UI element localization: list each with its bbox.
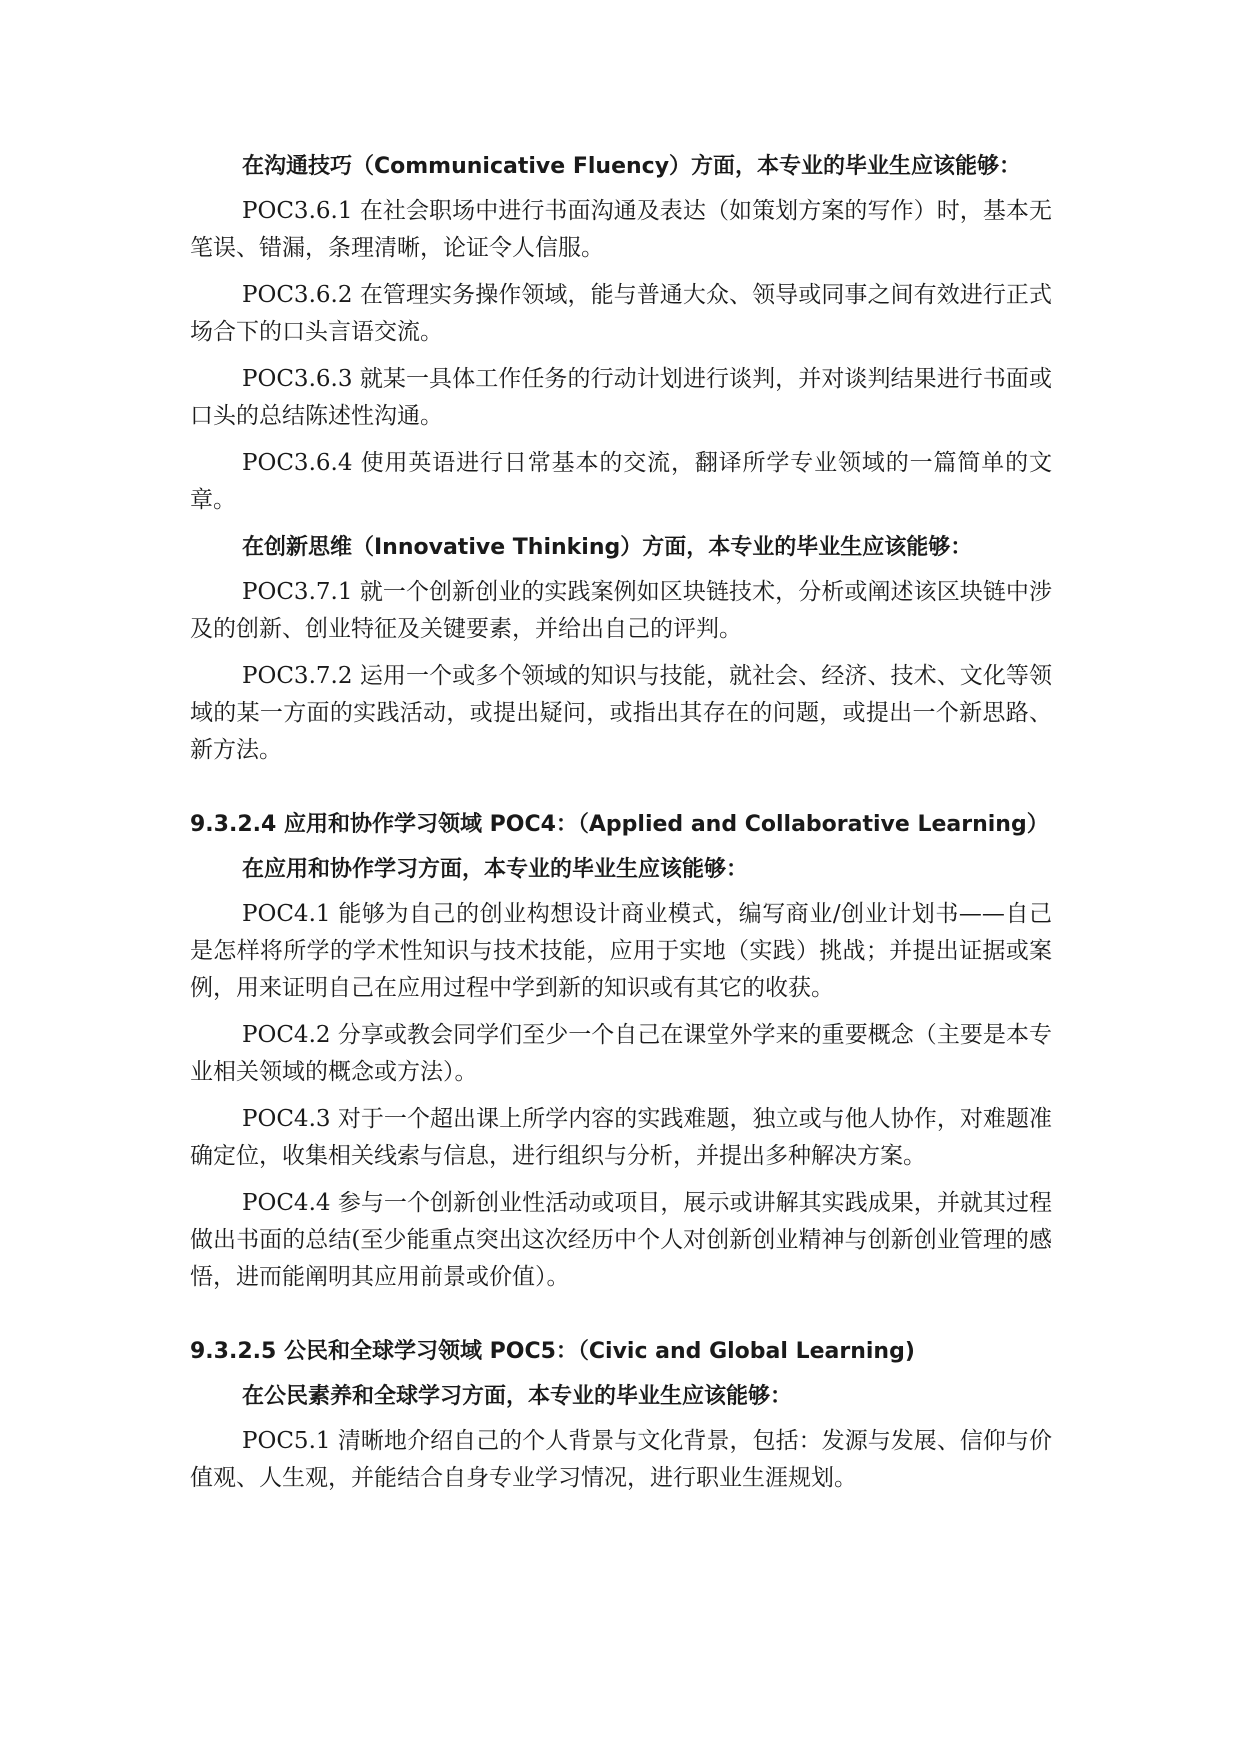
poc-3-6-2: POC3.6.2 在管理实务操作领域，能与普通大众、领导或同事之间有效进行正式场合下的口头言语交流。 (190, 282, 1052, 345)
civic-lead: 在公民素养和全球学习方面，本专业的毕业生应该能够： (242, 1384, 793, 1409)
section-heading-poc5: 9.3.2.5 公民和全球学习领域 POC5：（Civic and Global Learning) (190, 1339, 915, 1364)
poc-3-7-1: POC3.7.1 就一个创新创业的实践案例如区块链技术，分析或阐述该区块链中涉及的创新、创业特征及关键要素，并给出自己的评判。 (190, 579, 1052, 642)
poc-3-6-4: POC3.6.4 使用英语进行日常基本的交流，翻译所学专业领域的一篇简单的文章。 (190, 450, 1052, 513)
poc-3-7-2: POC3.7.2 运用一个或多个领域的知识与技能，就社会、经济、技术、文化等领域的某一方面的实践活动，或提出疑问，或指出其存在的问题，或提出一个新思路、新方法。 (190, 663, 1052, 763)
document-page (190, 148, 1052, 1507)
poc-4-4: POC4.4 参与一个创新创业性活动或项目，展示或讲解其实践成果，并就其过程做出书面的总结(至少能重点突出这次经历中个人对创新创业精神与创新创业管理的感悟，进而能阐明其应用前景或价值）。 (190, 1190, 1052, 1290)
poc-3-6-3: POC3.6.3 就某一具体工作任务的行动计划进行谈判，并对谈判结果进行书面或口头的总结陈述性沟通。 (190, 366, 1052, 429)
poc-4-2: POC4.2 分享或教会同学们至少一个自己在课堂外学来的重要概念（主要是本专业相关领域的概念或方法）。 (190, 1022, 1052, 1085)
poc-4-3: POC4.3 对于一个超出课上所学内容的实践难题，独立或与他人协作，对难题准确定位，收集相关线索与信息，进行组织与分析，并提出多种解决方案。 (190, 1106, 1052, 1169)
poc-4-1: POC4.1 能够为自己的创业构想设计商业模式，编写商业/创业计划书——自己是怎样将所学的学术性知识与技术技能，应用于实地（实践）挑战；并提出证据或案例，用来证明自己在应用过程中学到新的知识或有其它的收获。 (190, 901, 1052, 1001)
innovative-lead: 在创新思维（Innovative Thinking）方面，本专业的毕业生应该能够： (242, 535, 973, 560)
applied-lead: 在应用和协作学习方面，本专业的毕业生应该能够： (242, 857, 749, 882)
poc-3-6-1: POC3.6.1 在社会职场中进行书面沟通及表达（如策划方案的写作）时，基本无笔误、错漏，条理清晰，论证令人信服。 (190, 198, 1052, 261)
section-heading-poc4: 9.3.2.4 应用和协作学习领域 POC4：（Applied and Collaborative Learning） (190, 812, 1049, 837)
poc-5-1: POC5.1 清晰地介绍自己的个人背景与文化背景，包括：发源与发展、信仰与价值观、人生观，并能结合自身专业学习情况，进行职业生涯规划。 (190, 1428, 1052, 1491)
communicative-lead: 在沟通技巧（Communicative Fluency）方面，本专业的毕业生应该能够： (242, 154, 1022, 179)
